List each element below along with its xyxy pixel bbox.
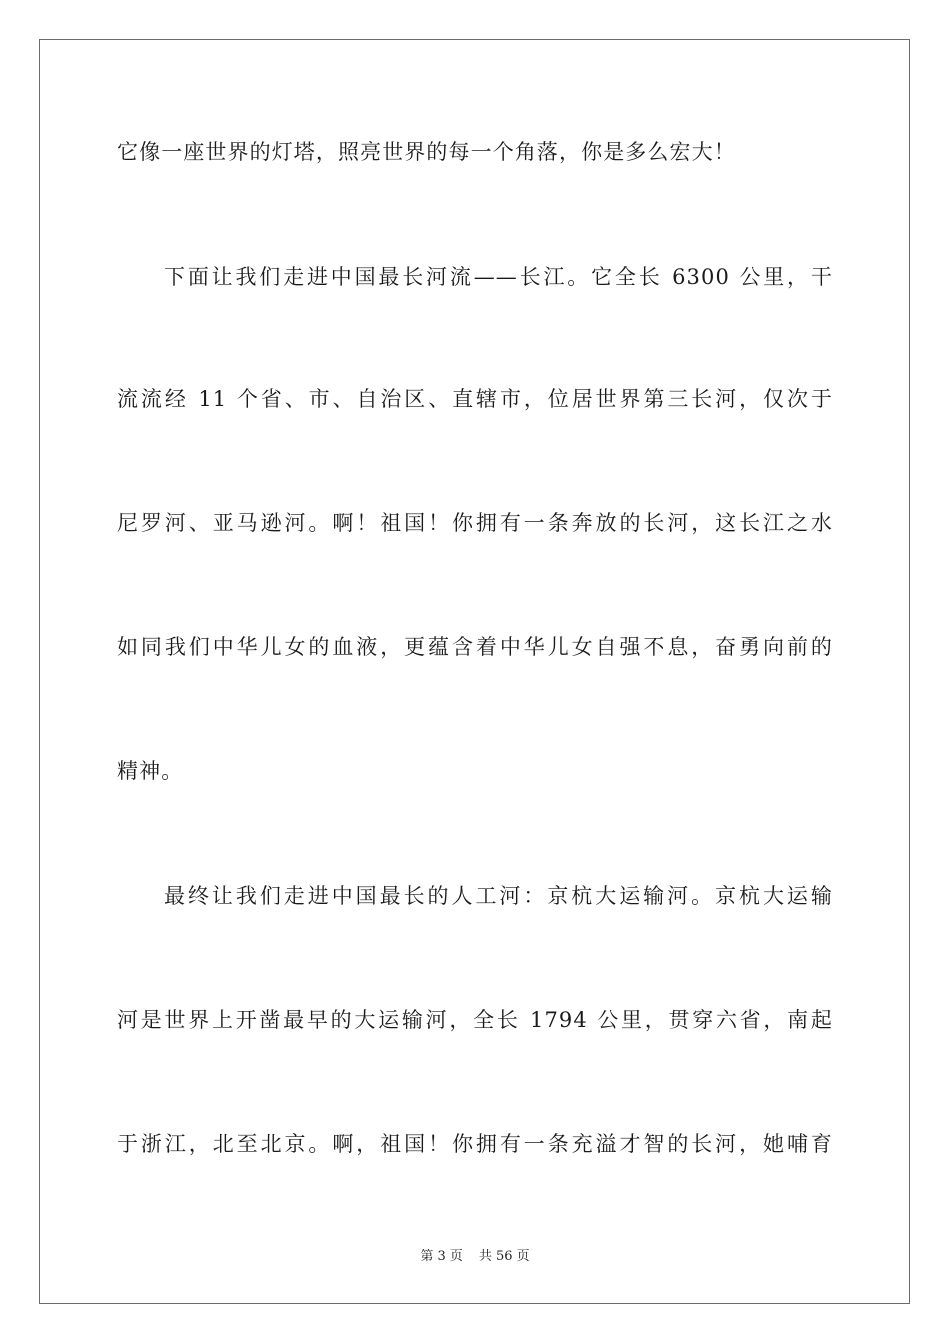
body-line-7: 最终让我们走进中国最长的人工河：京杭大运输河。京杭大运输 xyxy=(164,884,833,908)
body-line-9: 于浙江，北至北京。啊，祖国！你拥有一条充溢才智的长河，她哺育 xyxy=(117,1132,833,1156)
body-line-8: 河是世界上开凿最早的大运输河，全长 1794 公里，贯穿六省，南起 xyxy=(117,1008,833,1032)
page-total: 共 56 页 xyxy=(478,1249,530,1264)
page-footer xyxy=(0,1249,950,1265)
body-line-5: 如同我们中华儿女的血液，更蕴含着中华儿女自强不息，奋勇向前的 xyxy=(117,635,833,659)
body-line-1: 它像一座世界的灯塔，照亮世界的每一个角落，你是多么宏大！ xyxy=(117,140,736,164)
body-line-2: 下面让我们走进中国最长河流——长江。它全长 6300 公里，干 xyxy=(164,265,833,289)
body-line-3: 流流经 11 个省、市、自治区、直辖市，位居世界第三长河，仅次于 xyxy=(117,387,833,411)
body-line-4: 尼罗河、亚马逊河。啊！祖国！你拥有一条奔放的长河，这长江之水 xyxy=(117,511,833,535)
body-line-6: 精神。 xyxy=(117,759,184,783)
page-border xyxy=(39,39,910,1304)
page-number: 第 3 页 xyxy=(420,1249,463,1264)
